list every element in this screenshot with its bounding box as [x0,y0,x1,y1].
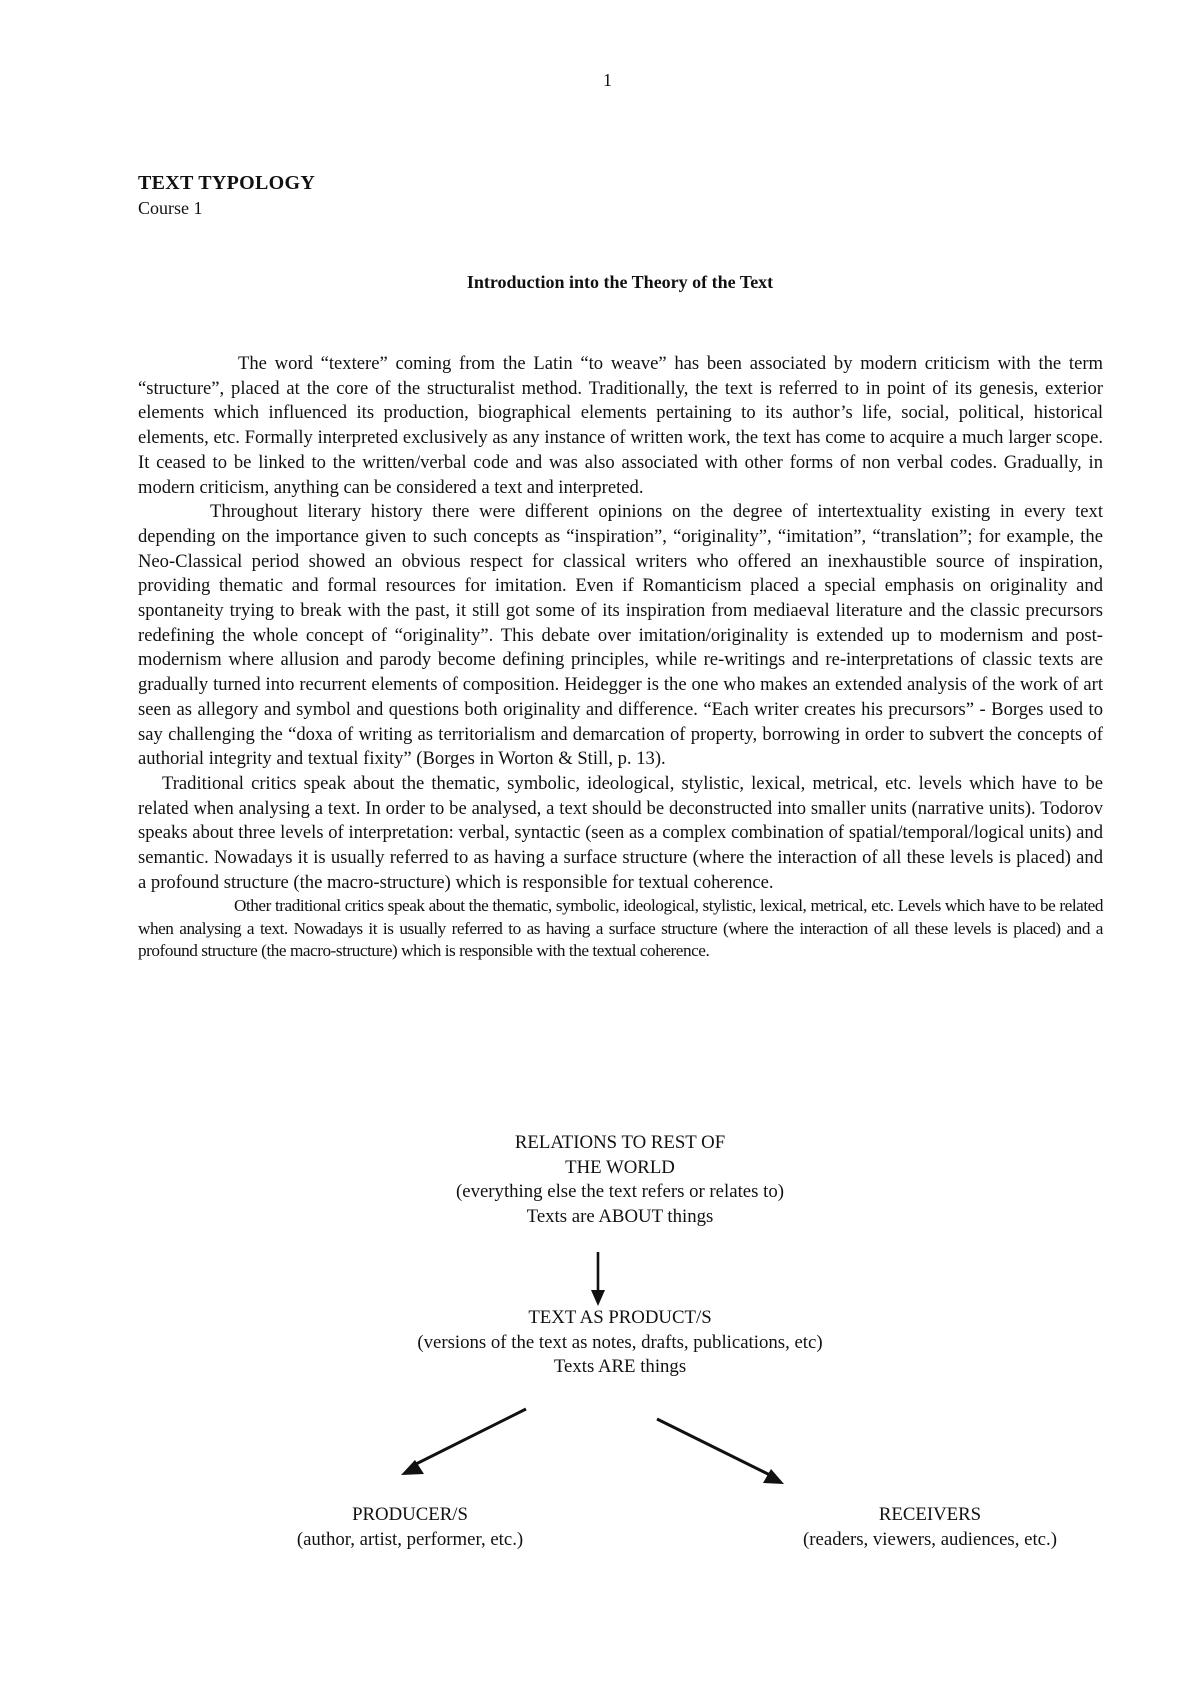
node-product-line-3: Texts ARE things [553,1356,687,1378]
diagram-node-receivers [730,1503,1130,1552]
node-producer-line-2: (author, artist, performer, etc.) [296,1528,524,1550]
paragraph-2: Throughout literary history there were different opinions on the degree of intertextuality existing in every text depending on the importance given to such concepts as “inspiration”, “originality”, “imitation”, “translation”; for example, the Neo-Classical period showed an obvious respect for classical writers who offered an inexhaustible source of inspiration, providing thematic and formal resources for imitation. Even if Romanticism placed a special emphasis on originality and spontaneity trying to break with the past, it still got some of its inspiration from mediaeval literature and the classic precursors redefining the whole concept of “originality”. This debate over imitation/originality is extended up to modernism and post-modernism where allusion and parody become defining principles, while re-writings and re-interpretations of classic texts are gradually turned into recurrent elements of composition. Heidegger is the one who makes an extended analysis of the work of art seen as allegory and symbol and questions both originality and difference. “Each writer creates his precursors” - Borges used to say challenging the “doxa of writing as territorialism and demarcation of property, borrowing in order to subvert the concepts of authorial integrity and textual fixity” (Borges in Worton & Still, p. 13). [138,501,1103,770]
section-heading: Introduction into the Theory of the Text [466,272,774,292]
document-subtitle: Course 1 [138,198,203,218]
arrow-to-receivers [657,1419,784,1484]
diagram-node-producer [230,1503,590,1552]
node-world-line-3: (everything else the text refers or relates to) [455,1181,784,1203]
node-world-line-1: RELATIONS TO REST OF [514,1132,726,1153]
page-number: 1 [603,70,612,90]
arrow-to-producer [401,1409,526,1475]
document-title: TEXT TYPOLOGY [138,172,316,194]
paragraph-3: Traditional critics speak about the thematic, symbolic, ideological, stylistic, lexical, metrical, etc. levels which have to be related when analysing a text. In order to be analysed, a text should be deconstructed into smaller units (narrative units). Todorov speaks about three levels of interpretation: verbal, syntactic (seen as a complex combination of spatial/temporal/logical units) and semantic. Nowadays it is usually referred to as having a surface structure (where the interaction of all these levels is placed) and a profound structure (the macro-structure) which is responsible for textual coherence. [138,772,1103,893]
node-world-line-2: THE WORLD [565,1156,675,1178]
node-producer-line-1: PRODUCER/S [352,1504,468,1525]
node-world-line-4: Texts are ABOUT things [526,1205,714,1227]
diagram-node-world [370,1131,870,1229]
body-text [138,352,1103,963]
paragraph-4: Other traditional critics speak about the thematic, symbolic, ideological, stylistic, lexical, metrical, etc. Levels which have to be related when analysing a text. Nowadays it is usually referred to as having a surface structure (where the interaction of all these levels is placed) and a profound structure (the macro-structure) which is responsible with the textual coherence. [138,896,1103,961]
node-product-line-2: (versions of the text as notes, drafts, publications, etc) [417,1331,823,1353]
paragraph-1: The word “textere” coming from the Latin “to weave” has been associated by modern criticism with the term “structure”, placed at the core of the structuralist method. Traditionally, the text is referred to in point of its genesis, exterior elements which influenced its production, biographical elements pertaining to its author’s life, social, political, historical elements, etc. Formally interpreted exclusively as any instance of written work, the text has come to acquire a much larger scope. It ceased to be linked to the written/verbal code and was also associated with other forms of non verbal codes. Gradually, in modern criticism, anything can be considered a text and interpreted. [138,353,1103,498]
node-receivers-line-2: (readers, viewers, audiences, etc.) [803,1528,1057,1550]
arrow-down [591,1252,605,1306]
node-receivers-line-1: RECEIVERS [878,1504,982,1525]
node-product-line-1: TEXT AS PRODUCT/S [528,1307,712,1328]
diagram-node-product [320,1306,920,1380]
